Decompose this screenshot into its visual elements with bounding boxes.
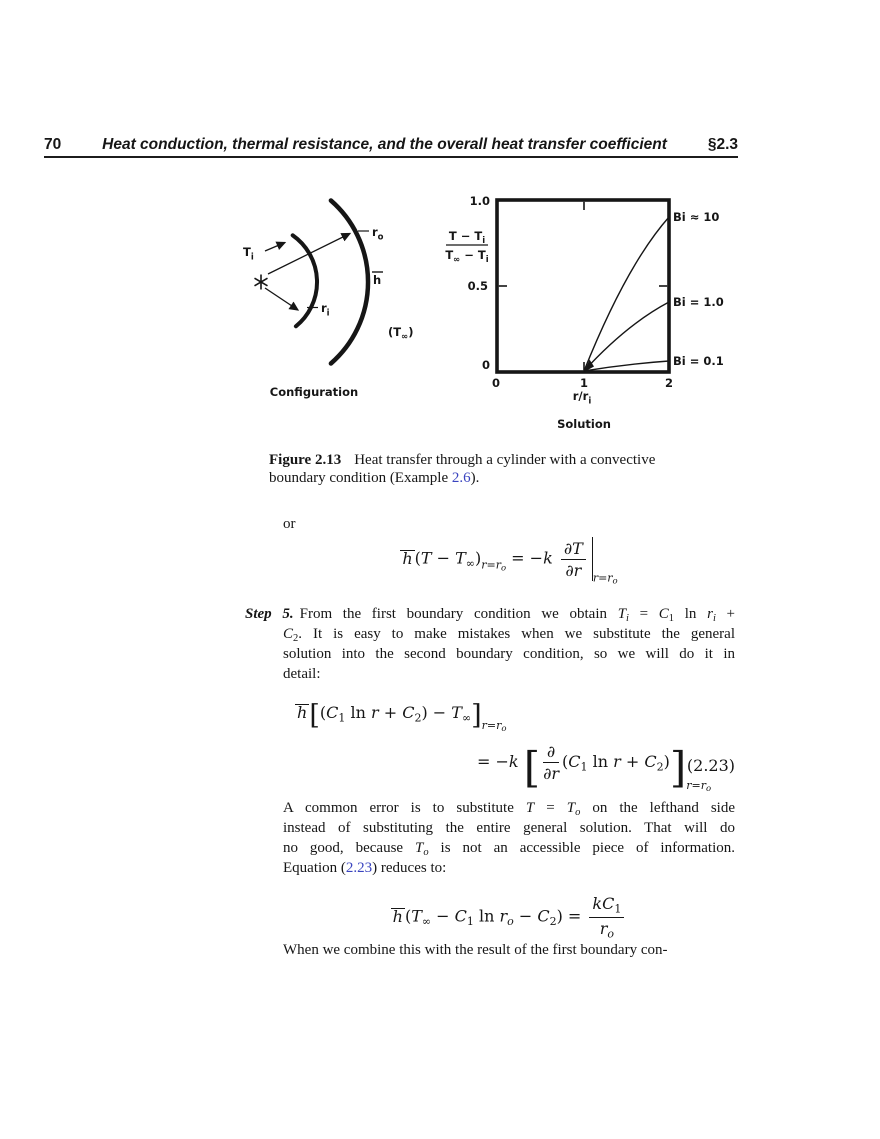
- curve-bi-01: [584, 361, 669, 371]
- solution-caption: Solution: [557, 417, 611, 431]
- ytick-05: 0.5: [467, 279, 488, 293]
- equation-2-23: [283, 700, 735, 794]
- partial-derivative-fraction: $\frac{\partial}{\partial r}$: [543, 742, 560, 783]
- h-bar: h: [392, 906, 403, 926]
- ti-label: $T_i$: [243, 245, 254, 263]
- ri-label: $r_i$: [321, 301, 330, 319]
- y-axis-fraction-label: [445, 229, 488, 265]
- curve-bi-10: [584, 217, 669, 371]
- bi-curves: [584, 217, 669, 371]
- ytick-0: 0: [481, 358, 490, 372]
- h-bar: h: [297, 703, 308, 722]
- equation-reduced: h ($T_\infty - C_1$ $\ln r_o - C_2$) = $\frac{kC_1}{r_o}$: [283, 894, 735, 940]
- kc1-over-ro-fraction: $\frac{kC_1}{r_o}$: [589, 894, 624, 940]
- bi-1-label: Bi = 1.0: [673, 295, 724, 309]
- paragraph-line: solution into the second boundary condition, so we will do it in: [283, 646, 735, 662]
- partial-derivative-fraction: $\frac{\partial T}{\partial r}$: [561, 539, 586, 580]
- chapter-title: Heat conduction, thermal resistance, and the overall heat transfer coefficient: [102, 136, 667, 153]
- paragraph-line: detail:: [283, 666, 321, 682]
- bi-01-label: Bi = 0.1: [673, 354, 724, 368]
- section-number: §2.3: [707, 136, 738, 153]
- figure-caption: [269, 452, 717, 487]
- paragraph-line: Step 5. From the first boundary condition we obtain $T_i = C_1$ $\ln r_i$ +: [245, 606, 736, 624]
- t-infinity-label: $(T_\infty)$: [388, 325, 414, 342]
- x-axis-label: $r/r_i$: [572, 389, 592, 407]
- xtick-0: 0: [491, 376, 501, 390]
- paragraph-line: $C_2$. It is easy to make mistakes when we substitute the general: [283, 626, 735, 644]
- paragraph-line: no good, because $T_o$ is not an accessible piece of information.: [283, 840, 735, 858]
- step-label: Step 5.: [245, 606, 294, 622]
- inner-cylinder-arc: [293, 235, 317, 326]
- header-rule: [44, 156, 738, 158]
- step-5-paragraph: [245, 604, 735, 684]
- figure-configuration: [228, 188, 434, 410]
- equation-convective-bc: h $(T - T_\infty)_{r=ro} = -k$ $\frac{\partial T}{\partial r}$ $_{r=ro}$: [402, 538, 618, 587]
- figure-caption-tag: Figure 2.13: [269, 452, 342, 468]
- page-number: 70: [44, 136, 62, 153]
- ro-label: $r_o$: [372, 225, 384, 243]
- equation-number: (2.23): [686, 756, 735, 775]
- ti-leader-arrow: [265, 243, 285, 252]
- xtick-1: 1: [579, 376, 589, 390]
- figure-solution: [438, 188, 773, 438]
- closing-paragraph: [283, 940, 735, 960]
- bi-10-label: Bi ≈ 10: [673, 210, 720, 224]
- example-2-6-link[interactable]: 2.6: [451, 469, 471, 486]
- radius-arrow-ro: [268, 234, 350, 275]
- xtick-2: 2: [664, 376, 674, 390]
- curve-bi-1: [584, 302, 669, 371]
- running-head: [44, 136, 738, 154]
- svg-text:T − Ti: $T - T_i$: [448, 229, 486, 246]
- h-bar: h: [402, 548, 413, 568]
- center-asterisk: [255, 275, 268, 290]
- figure-caption-line: Figure 2.13 Heat transfer through a cylinder with a convective: [269, 452, 656, 468]
- configuration-caption: Configuration: [269, 385, 359, 399]
- paragraph-line: A common error is to substitute $T = T_o$ on the lefthand side: [283, 800, 735, 818]
- h-label: h: [373, 273, 382, 287]
- equation-2-23-link[interactable]: 2.23: [345, 860, 373, 876]
- equation-2-23-line1: $h[(C_1$ $\ln r + C_2) - T_\infty]_{r=ro}$: [297, 700, 507, 734]
- outer-cylinder-arc: [331, 201, 368, 364]
- common-error-paragraph: [283, 798, 735, 878]
- paragraph-line: When we combine this with the result of the first boundary con-: [283, 942, 668, 958]
- axis-ticks: [499, 202, 667, 370]
- paragraph-line: instead of substituting the entire general solution. That will do: [283, 820, 735, 836]
- radius-arrow-ri: [265, 288, 298, 310]
- paragraph-line: Equation (2.23) reduces to:: [283, 860, 447, 876]
- equation-2-23-line2: = −k [ $\frac{\partial}{\partial r}$ ($C_1$ $\ln r + C_2)]_{r=ro}$ (2.23): [477, 742, 735, 794]
- svg-text:T∞ − Ti: $T_\infty - T_i$: [445, 248, 489, 265]
- ytick-1: 1.0: [469, 194, 490, 208]
- or-connector: or: [283, 516, 296, 532]
- plot-box: [497, 200, 669, 372]
- figure-caption-line: boundary condition (Example 2.6).: [269, 469, 480, 486]
